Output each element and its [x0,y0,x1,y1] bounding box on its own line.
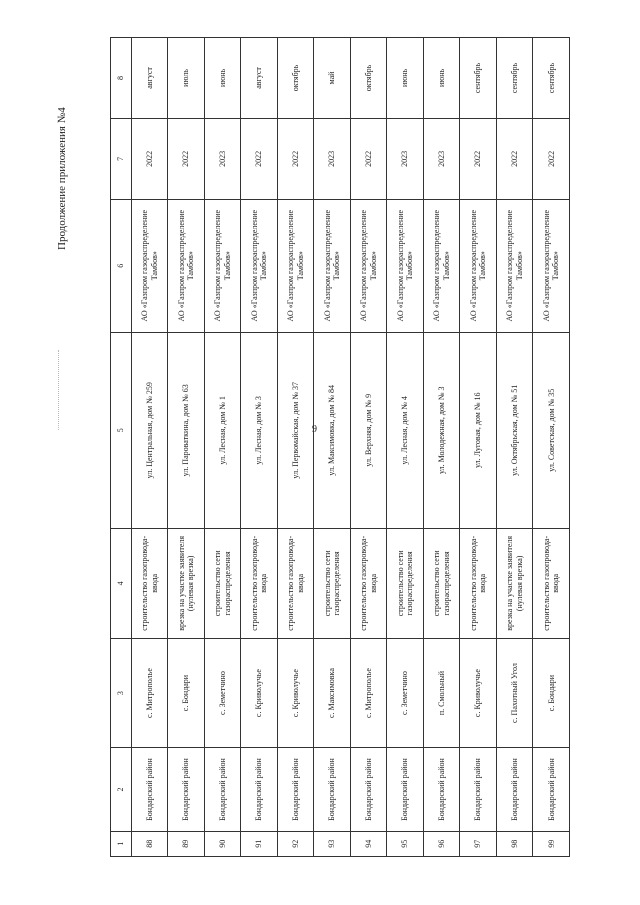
table-cell: АО «Газпром газораспределение Тамбов» [277,199,314,332]
table-row [496,38,533,857]
header-cell: 7 [111,118,132,199]
table-cell: АО «Газпром газораспределение Тамбов» [168,199,205,332]
table-cell: ул. Первомайская, дом № 37 [277,332,314,528]
table-cell: строительство газопровода-ввода [350,528,387,638]
header-cell: 4 [111,528,132,638]
table-cell: 93 [314,831,351,856]
table-cell: с. Криволучье [277,638,314,748]
table-cell: Бондарский район [314,748,351,831]
table-cell: 2022 [241,118,278,199]
table-cell: июнь [387,38,424,119]
table-row [350,38,387,857]
table-body [111,38,570,857]
table-cell: сентябрь [460,38,497,119]
table-cell: с. Криволучье [241,638,278,748]
table-cell: с. Бондари [533,638,570,748]
table-cell: ул. Луговая, дом № 16 [460,332,497,528]
table-cell: 2022 [460,118,497,199]
table-cell: ул. Центральная, дом № 259 [131,332,168,528]
table-cell: ул. Лесная, дом № 3 [241,332,278,528]
table-cell: сентябрь [496,38,533,119]
table-cell: с. Земетчино [387,638,424,748]
table-cell: 2022 [131,118,168,199]
table-row [277,38,314,857]
table-cell: строительство газопровода-ввода [460,528,497,638]
table-cell: 97 [460,831,497,856]
table-cell: ул. Лесная, дом № 4 [387,332,424,528]
table-cell: 99 [533,831,570,856]
table-cell: Бондарский район [533,748,570,831]
table-cell: июнь [204,38,241,119]
table-cell: строительство газопровода-ввода [241,528,278,638]
table-cell: 94 [350,831,387,856]
table-cell: Бондарский район [460,748,497,831]
table-cell: 98 [496,831,533,856]
scan-artifact [58,350,67,430]
table-cell: АО «Газпром газораспределение Тамбов» [423,199,460,332]
table-cell: октябрь [277,38,314,119]
table-cell: строительство сети газораспределения [387,528,424,638]
header-cell: 5 [111,332,132,528]
table-cell: Бондарский район [423,748,460,831]
table-cell: 89 [168,831,205,856]
table-cell: строительство газопровода-ввода [277,528,314,638]
table-cell: 2023 [204,118,241,199]
table-cell: Бондарский район [168,748,205,831]
table-cell: май [314,38,351,119]
table-cell: строительство газопровода-ввода [131,528,168,638]
table-cell: 2022 [277,118,314,199]
table-cell: август [241,38,278,119]
table-cell: Бондарский район [204,748,241,831]
table-cell: 92 [277,831,314,856]
table-cell: Бондарский район [277,748,314,831]
table-cell: июль [168,38,205,119]
table-cell: 96 [423,831,460,856]
table-cell: 2022 [496,118,533,199]
table-cell: ул. Пароваткина, дом № 63 [168,332,205,528]
table-cell: 2022 [350,118,387,199]
header-cell: 3 [111,638,132,748]
table-row [533,38,570,857]
appendix-table [110,37,570,857]
table-cell: врезка на участке заявителя (нулевая врезка) [496,528,533,638]
table-cell: 95 [387,831,424,856]
table-cell: октябрь [350,38,387,119]
table-cell: с. Пахотный Угол [496,638,533,748]
table-row [204,38,241,857]
appendix-caption: Продолжение приложения №4 [56,107,68,250]
header-cell: 2 [111,748,132,831]
table-cell: 2023 [423,118,460,199]
table-cell: АО «Газпром газораспределение Тамбов» [387,199,424,332]
table-cell: сентябрь [533,38,570,119]
table-cell: ул. Лесная, дом № 1 [204,332,241,528]
table-cell: 88 [131,831,168,856]
table-cell: строительство газопровода-ввода [533,528,570,638]
table-cell: строительство сети газораспределения [423,528,460,638]
table-cell: АО «Газпром газораспределение Тамбов» [204,199,241,332]
table-cell: 2023 [387,118,424,199]
table-cell: ул. Максимовка, дом № 84 [314,332,351,528]
table-cell: ул. Октябрьская, дом № 51 [496,332,533,528]
table-cell: с. Бондари [168,638,205,748]
table-cell: АО «Газпром газораспределение Тамбов» [241,199,278,332]
rotated-table-wrapper [110,37,570,857]
table-cell: строительство сети газораспределения [314,528,351,638]
table-cell: июнь [423,38,460,119]
table-cell: 2022 [168,118,205,199]
table-row [460,38,497,857]
header-cell: 1 [111,831,132,856]
table-cell: 91 [241,831,278,856]
table-cell: с. Земетчино [204,638,241,748]
table-cell: ул. Молодежная, дом № 3 [423,332,460,528]
table-cell: ул. Советская, дом № 35 [533,332,570,528]
table-cell: Бондарский район [387,748,424,831]
table-cell: АО «Газпром газораспределение Тамбов» [314,199,351,332]
table-cell: с. Максимовка [314,638,351,748]
table-row [131,38,168,857]
header-cell: 8 [111,38,132,119]
table-cell: АО «Газпром газораспределение Тамбов» [496,199,533,332]
header-cell: 6 [111,199,132,332]
table-cell: 90 [204,831,241,856]
table-cell: август [131,38,168,119]
table-cell: АО «Газпром газораспределение Тамбов» [533,199,570,332]
table-cell: с. Митрополье [350,638,387,748]
table-cell: Бондарский район [131,748,168,831]
table-row [314,38,351,857]
table-cell: Бондарский район [496,748,533,831]
table-cell: 2022 [533,118,570,199]
table-cell: Бондарский район [241,748,278,831]
page-number: 9 [312,424,317,435]
table-row [423,38,460,857]
table-row [241,38,278,857]
header-row [111,38,132,857]
table-cell: с. Криволучье [460,638,497,748]
table-cell: 2023 [314,118,351,199]
table-cell: АО «Газпром газораспределение Тамбов» [460,199,497,332]
table-cell: АО «Газпром газораспределение Тамбов» [131,199,168,332]
table-cell: врезка на участке заявителя (нулевая врезка) [168,528,205,638]
table-cell: ул. Верхняя, дом № 9 [350,332,387,528]
table-cell: с. Митрополье [131,638,168,748]
table-row [387,38,424,857]
table-cell: АО «Газпром газораспределение Тамбов» [350,199,387,332]
table-cell: строительство сети газораспределения [204,528,241,638]
table-row [168,38,205,857]
table-cell: Бондарский район [350,748,387,831]
table-cell: п. Смольный [423,638,460,748]
